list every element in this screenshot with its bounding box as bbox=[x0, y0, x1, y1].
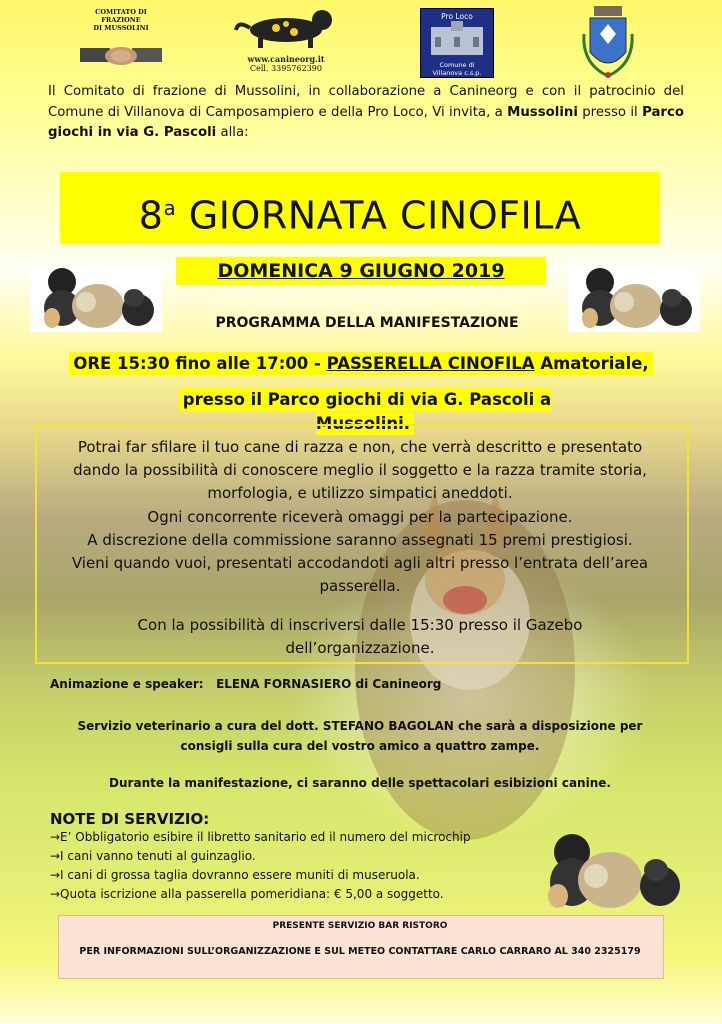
notes-item: →Quota iscrizione alla passerella pomeridiana: € 5,00 a soggetto. bbox=[50, 887, 444, 901]
proloco-title: Pro Loco bbox=[441, 12, 473, 21]
description-line: Ogni concorrente riceverà omaggi per la partecipazione. bbox=[147, 507, 573, 526]
event-time: ORE 15:30 fino alle 17:00 - bbox=[73, 354, 327, 373]
canineorg-dog-icon bbox=[232, 6, 340, 50]
intro-text-3: alla: bbox=[216, 125, 249, 140]
vet-line: Servizio veterinario a cura del dott. STEFANO BAGOLAN che sarà a disposizione per bbox=[77, 719, 643, 733]
program-heading: PROGRAMMA DELLA MANIFESTAZIONE bbox=[215, 315, 519, 331]
intro-paragraph bbox=[48, 82, 684, 144]
dogs-group-right bbox=[568, 262, 700, 332]
canineorg-phone: Cell. 3395762390 bbox=[250, 64, 322, 73]
notes-list bbox=[50, 828, 471, 904]
event-date: DOMENICA 9 GIUGNO 2019 bbox=[176, 257, 546, 285]
description-line: A discrezione della commissione saranno assegnati 15 premi prestigiosi. bbox=[87, 530, 633, 549]
description-line: Potrai far sfilare il tuo cane di razza e non, che verrà descritto e presentato bbox=[77, 438, 643, 456]
title-text: GIORNATA CINOFILA bbox=[176, 193, 582, 238]
contact-info: PER INFORMAZIONI SULL’ORGANIZZAZIONE E SUL METEO CONTATTARE CARLO CARRARO AL 340 2325179 bbox=[79, 946, 641, 957]
registration-text bbox=[40, 614, 680, 660]
description-line: morfologia, e utilizzo simpatici aneddoti. bbox=[207, 484, 513, 503]
notes-item: →E’ Obbligatorio esibire il libretto sanitario ed il numero del microchip bbox=[50, 830, 471, 844]
comitato-logo-line1: COMITATO DI FRAZIONE bbox=[95, 8, 147, 24]
town-hall-icon bbox=[421, 21, 493, 57]
description-text bbox=[40, 436, 680, 598]
event-type: Amatoriale, bbox=[534, 354, 649, 373]
vet-service bbox=[60, 716, 660, 756]
bar-service: PRESENTE SERVIZIO BAR RISTORO bbox=[272, 921, 448, 931]
comitato-logo bbox=[80, 8, 162, 72]
title-sup: a bbox=[163, 196, 177, 220]
intro-text-2: presso il bbox=[577, 104, 643, 120]
intro-bold-location: Mussolini bbox=[507, 104, 578, 120]
notes-item: →I cani vanno tenuti al guinzaglio. bbox=[50, 849, 256, 863]
handshake-icon bbox=[80, 32, 162, 76]
speaker-info: Animazione e speaker: ELENA FORNASIERO di Canineorg bbox=[50, 677, 442, 691]
comitato-logo-line2: DI MUSSOLINI bbox=[93, 24, 149, 32]
title-number: 8 bbox=[138, 193, 164, 238]
registration-line: Con la possibilità di inscriversi dalle 15:30 presso il Gazebo bbox=[137, 616, 583, 634]
description-line: dando la possibilità di conoscere meglio il soggetto e la razza tramite storia, bbox=[73, 461, 647, 480]
event-location: presso il Parco giochi di via G. Pascoli a Mussolini. bbox=[179, 388, 551, 435]
intro-bold-park: Parco giochi in via G. Pascoli bbox=[48, 104, 684, 140]
exhibitions-note: Durante la manifestazione, ci saranno delle spettacolari esibizioni canine. bbox=[109, 776, 611, 790]
registration-line: dell’organizzazione. bbox=[285, 639, 435, 657]
description-line: passerella. bbox=[319, 577, 401, 596]
event-name: PASSERELLA CINOFILA bbox=[326, 354, 535, 373]
notes-item: →I cani di grossa taglia dovranno essere muniti di museruola. bbox=[50, 868, 420, 882]
event-title bbox=[60, 178, 660, 246]
dogs-group-left bbox=[30, 262, 162, 332]
coat-of-arms-icon bbox=[580, 4, 636, 80]
intro-text-1: Il Comitato di frazione di Mussolini, in collaborazione a Canineorg e con il patrocinio del Comune di Villanova di Camposampiero e della Pro Loco, Vi invita, a bbox=[48, 84, 684, 120]
canineorg-url: www.canineorg.it bbox=[247, 54, 325, 64]
proloco-comune: Comune di bbox=[439, 61, 475, 69]
proloco-logo bbox=[420, 8, 494, 78]
dogs-group-bottom bbox=[520, 822, 688, 914]
vet-line: consigli sulla cura del vostro amico a quattro zampe. bbox=[180, 739, 540, 753]
description-line: Vieni quando vuoi, presentati accodandoti agli altri presso l’entrata dell’area bbox=[71, 554, 649, 573]
proloco-villanova: Villanova c.s.p. bbox=[432, 69, 482, 77]
canineorg-logo bbox=[232, 6, 340, 74]
event-time-line bbox=[60, 352, 662, 376]
notes-title: NOTE DI SERVIZIO: bbox=[50, 810, 210, 828]
